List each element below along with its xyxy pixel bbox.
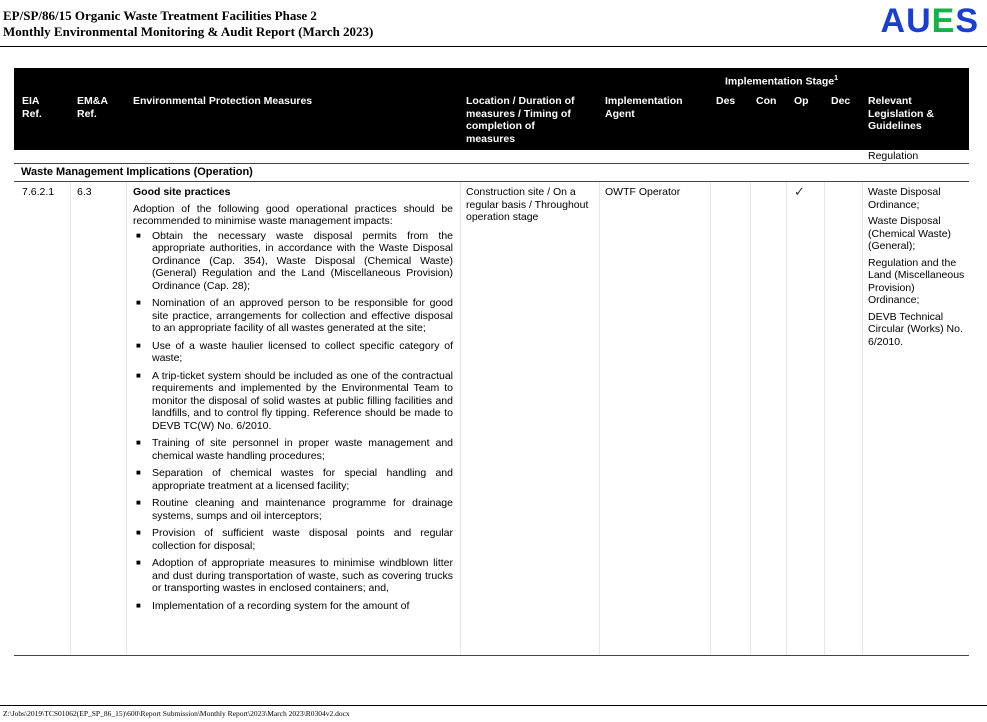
bullet-icon: ■ [136, 298, 141, 307]
section-heading: Waste Management Implications (Operation) [14, 163, 969, 182]
header-dec: Dec [831, 95, 851, 107]
table-header [14, 68, 969, 150]
report-header [3, 8, 373, 40]
header-ema-ref: EM&A Ref. [77, 95, 108, 120]
footer-divider [0, 705, 987, 706]
list-item: ■ Use of a waste haulier licensed to collect specific category of waste; [136, 339, 453, 364]
list-item: ■ Separation of chemical wastes for special handling and appropriate treatment at a licensed facility; [136, 467, 453, 492]
report-subtitle: Monthly Environmental Monitoring & Audit Report (March 2023) [3, 24, 374, 39]
header-measures: Environmental Protection Measures [133, 95, 313, 107]
legislation-item: Regulation and the Land (Miscellaneous Provision) Ordinance; [868, 256, 965, 306]
implementation-schedule-table [14, 68, 969, 656]
legislation-item: Waste Disposal (Chemical Waste) (General); [868, 215, 952, 252]
footer-file-path: Z:\Jobs\2019\TCS01062(EP_SP_86_15)\600\Report Submission\Monthly Report\2023\March 2023\R0304v2.docx [3, 709, 350, 718]
legislation-item: Waste Disposal Ordinance; [868, 186, 941, 211]
header-op: Op [794, 95, 809, 107]
cell-legislation [868, 186, 968, 352]
list-item: ■ Nomination of an approved person to be responsible for good site practice, arrangements for collection and effective disposal to an appropriate facility of all wastes generated at the site; [136, 297, 453, 334]
aues-logo: AUES [880, 2, 979, 40]
bullet-icon: ■ [136, 528, 141, 537]
cell-measures [133, 186, 453, 617]
list-item: ■ Training of site personnel in proper waste management and chemical waste handling procedures; [136, 437, 453, 462]
cell-agent: OWTF Operator [605, 186, 681, 198]
header-location: Location / Duration of measures / Timing of completion of measures [466, 95, 575, 145]
header-con: Con [756, 95, 777, 107]
measure-title: Good site practices [133, 186, 231, 198]
bullet-icon: ■ [136, 600, 141, 610]
report-project-title: EP/SP/86/15 Organic Waste Treatment Facilities Phase 2 [3, 8, 317, 23]
list-item: ■ Routine cleaning and maintenance programme for drainage systems, sumps and oil interceptors; [136, 497, 453, 522]
op-check-mark: ✓ [794, 184, 805, 199]
list-item: ■ Provision of sufficient waste disposal points and regular collection for disposal; [136, 527, 453, 552]
list-item: ■ Adoption of appropriate measures to minimise windblown litter and dust during transportation of waste, such as covering trucks or transporting wastes in enclosed containers; and, [136, 557, 453, 594]
header-implementation-stage: Implementation Stage$^1$ [725, 75, 839, 88]
list-item: ■ Implementation of a recording system for the amount of [136, 599, 410, 612]
bullet-icon: ■ [136, 230, 141, 240]
header-legislation: Relevant Legislation & Guidelines [868, 95, 934, 132]
measure-list [133, 230, 453, 613]
carry-over-row [14, 150, 969, 163]
bullet-icon: ■ [136, 558, 141, 567]
header-des: Des [716, 95, 736, 107]
bullet-icon: ■ [136, 498, 141, 507]
bullet-icon: ■ [136, 340, 141, 350]
cell-location: Construction site / On a regular basis / Throughout operation stage [466, 186, 589, 223]
header-agent: Implementation Agent [605, 95, 683, 120]
legislation-item: DEVB Technical Circular (Works) No. 6/2010. [868, 310, 963, 348]
bullet-icon: ■ [136, 438, 141, 447]
carry-over-legislation: Regulation [868, 150, 919, 162]
list-item: ■ A trip-ticket system should be included as one of the contractual requirements and implemented by the Environmental Team to monitor the disposal of solid wastes at public filling facilities and landfills, and to control fly tipping. Reference should be made to DEVB TC(W) No. 6/2010. [136, 369, 453, 432]
list-item: ■ Obtain the necessary waste disposal permits from the appropriate authorities, in accordance with the Waste Disposal Ordinance (Cap. 354), Waste Disposal (Chemical Waste) (General) Regulation and the Land (Miscellaneous Provision) Ordinance (Cap. 28); [136, 229, 453, 292]
table-row [14, 182, 969, 656]
measure-intro: Adoption of the following good operational practices should be recommended to minimise waste management impacts: [133, 202, 453, 227]
bullet-icon: ■ [136, 370, 141, 380]
header-eia-ref: EIA Ref. [22, 95, 42, 120]
bullet-icon: ■ [136, 468, 141, 477]
cell-eia-ref: 7.6.2.1 [22, 186, 55, 198]
cell-ema-ref: 6.3 [77, 186, 92, 198]
header-divider [0, 46, 987, 47]
